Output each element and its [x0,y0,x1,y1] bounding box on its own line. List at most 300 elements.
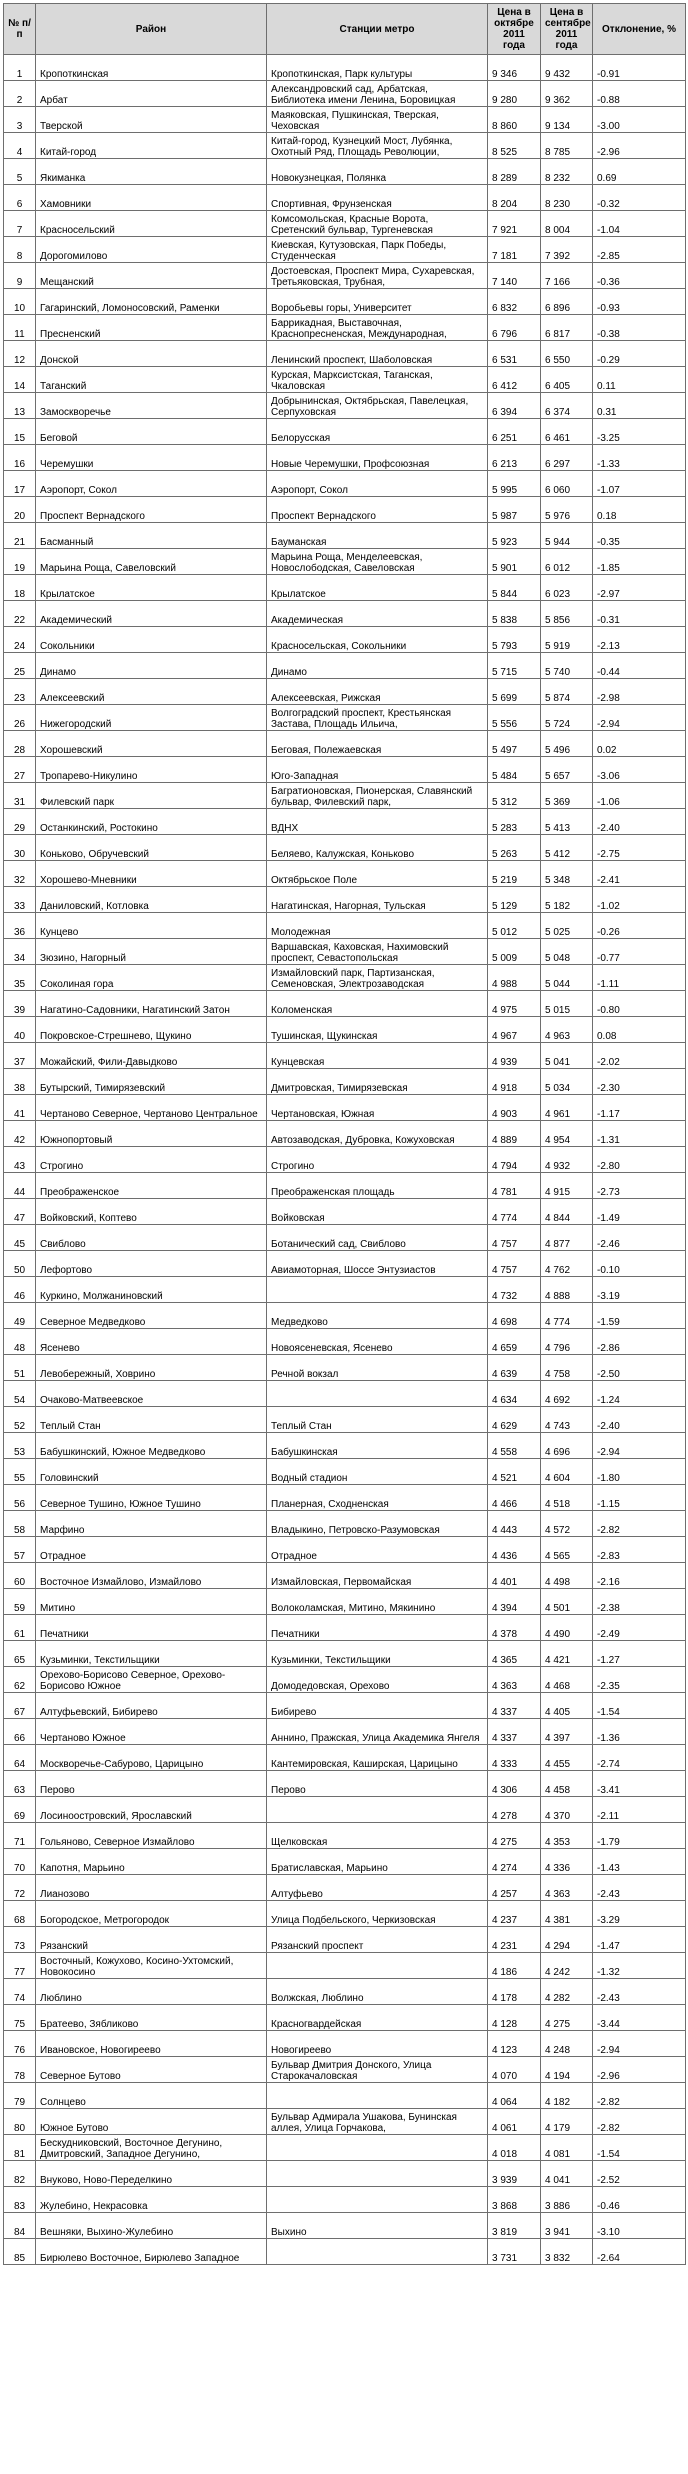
metro-cell: Щелковская [267,1823,488,1849]
table-row [4,315,686,341]
row-number-cell: 15 [4,419,36,445]
table-row [4,705,686,731]
district-cell: Нижегородский [36,705,267,731]
price-september-cell: 5 015 [541,991,593,1017]
price-september-cell: 8 785 [541,133,593,159]
table-row [4,1745,686,1771]
price-table [3,3,686,2265]
deviation-cell: -0.77 [593,939,686,965]
price-september-cell: 9 432 [541,55,593,81]
metro-cell: Красносельская, Сокольники [267,627,488,653]
price-october-cell: 5 838 [488,601,541,627]
price-september-cell: 4 762 [541,1251,593,1277]
price-october-cell: 4 918 [488,1069,541,1095]
price-october-cell: 5 715 [488,653,541,679]
district-cell: Кузьминки, Текстильщики [36,1641,267,1667]
deviation-cell: -2.40 [593,809,686,835]
district-cell: Академический [36,601,267,627]
district-cell: Хорошевский [36,731,267,757]
price-september-cell: 3 832 [541,2239,593,2265]
row-number-cell: 57 [4,1537,36,1563]
metro-cell: Алтуфьево [267,1875,488,1901]
table-row [4,2083,686,2109]
row-number-cell: 43 [4,1147,36,1173]
district-cell: Дорогомилово [36,237,267,263]
price-september-cell: 5 348 [541,861,593,887]
price-october-cell: 5 312 [488,783,541,809]
district-cell: Алтуфьевский, Бибирево [36,1693,267,1719]
price-october-cell: 4 018 [488,2135,541,2161]
deviation-cell: -0.91 [593,55,686,81]
price-september-cell: 7 392 [541,237,593,263]
deviation-cell: -1.54 [593,2135,686,2161]
metro-cell: Печатники [267,1615,488,1641]
district-cell: Левобережный, Ховрино [36,1355,267,1381]
row-number-cell: 7 [4,211,36,237]
price-september-cell: 6 461 [541,419,593,445]
price-october-cell: 4 128 [488,2005,541,2031]
price-september-cell: 5 369 [541,783,593,809]
table-row [4,1329,686,1355]
row-number-cell: 84 [4,2213,36,2239]
table-row [4,1043,686,1069]
row-number-cell: 72 [4,1875,36,1901]
price-october-cell: 8 204 [488,185,541,211]
deviation-cell: -2.40 [593,1407,686,1433]
row-number-cell: 23 [4,679,36,705]
row-number-cell: 32 [4,861,36,887]
price-october-cell: 5 283 [488,809,541,835]
district-cell: Чертаново Южное [36,1719,267,1745]
row-number-cell: 14 [4,367,36,393]
price-september-cell: 5 740 [541,653,593,679]
table-row [4,2005,686,2031]
row-number-cell: 49 [4,1303,36,1329]
district-cell: Гагаринский, Ломоносовский, Раменки [36,289,267,315]
price-october-cell: 4 337 [488,1693,541,1719]
table-row [4,1615,686,1641]
deviation-cell: -3.06 [593,757,686,783]
price-october-cell: 4 988 [488,965,541,991]
district-cell: Восточное Измайлово, Измайлово [36,1563,267,1589]
price-october-cell: 5 901 [488,549,541,575]
deviation-cell: -2.46 [593,1225,686,1251]
price-october-cell: 4 231 [488,1927,541,1953]
row-number-cell: 31 [4,783,36,809]
price-september-cell: 4 932 [541,1147,593,1173]
price-september-cell: 4 796 [541,1329,593,1355]
metro-cell: Войковская [267,1199,488,1225]
table-row [4,1953,686,1979]
metro-cell: Курская, Марксистская, Таганская, Чкаловская [267,367,488,393]
price-september-cell: 4 370 [541,1797,593,1823]
row-number-cell: 81 [4,2135,36,2161]
district-cell: Зюзино, Нагорный [36,939,267,965]
district-cell: Люблино [36,1979,267,2005]
price-october-cell: 6 213 [488,445,541,471]
price-september-cell: 4 961 [541,1095,593,1121]
metro-cell: Измайловский парк, Партизанская, Семеновская, Электрозаводская [267,965,488,991]
district-cell: Хорошево-Мневники [36,861,267,887]
district-cell: Проспект Вернадского [36,497,267,523]
row-number-cell: 54 [4,1381,36,1407]
metro-cell: Аэропорт, Сокол [267,471,488,497]
metro-cell: Нагатинская, Нагорная, Тульская [267,887,488,913]
district-cell: Лианозово [36,1875,267,1901]
deviation-cell: -1.32 [593,1953,686,1979]
row-number-cell: 2 [4,81,36,107]
row-number-cell: 9 [4,263,36,289]
metro-cell: Китай-город, Кузнецкий Мост, Лубянка, Охотный Ряд, Площадь Революции, [267,133,488,159]
table-row [4,601,686,627]
deviation-cell: -2.94 [593,705,686,731]
table-row [4,523,686,549]
price-september-cell: 4 518 [541,1485,593,1511]
district-cell: Пресненский [36,315,267,341]
price-october-cell: 8 289 [488,159,541,185]
row-number-cell: 44 [4,1173,36,1199]
deviation-cell: -3.41 [593,1771,686,1797]
table-row [4,1641,686,1667]
price-september-cell: 4 081 [541,2135,593,2161]
price-october-cell: 5 012 [488,913,541,939]
price-september-cell: 4 242 [541,1953,593,1979]
district-cell: Куркино, Молжаниновский [36,1277,267,1303]
price-october-cell: 4 757 [488,1225,541,1251]
metro-cell [267,2083,488,2109]
district-cell: Филевский парк [36,783,267,809]
price-september-cell: 4 179 [541,2109,593,2135]
table-row [4,861,686,887]
price-september-cell: 5 413 [541,809,593,835]
row-number-cell: 34 [4,939,36,965]
metro-cell [267,1797,488,1823]
table-row [4,887,686,913]
price-october-cell: 5 556 [488,705,541,731]
district-cell: Очаково-Матвеевское [36,1381,267,1407]
district-cell: Донской [36,341,267,367]
metro-cell: ВДНХ [267,809,488,835]
metro-cell: Ленинский проспект, Шаболовская [267,341,488,367]
row-number-cell: 19 [4,549,36,575]
deviation-cell: -2.80 [593,1147,686,1173]
table-row [4,1563,686,1589]
table-row [4,1147,686,1173]
row-number-cell: 58 [4,1511,36,1537]
price-september-cell: 4 468 [541,1667,593,1693]
price-october-cell: 3 731 [488,2239,541,2265]
price-september-cell: 4 498 [541,1563,593,1589]
district-cell: Китай-город [36,133,267,159]
district-cell: Даниловский, Котловка [36,887,267,913]
deviation-cell: -1.49 [593,1199,686,1225]
metro-cell: Отрадное [267,1537,488,1563]
row-number-cell: 71 [4,1823,36,1849]
price-september-cell: 4 501 [541,1589,593,1615]
district-cell: Братеево, Зябликово [36,2005,267,2031]
row-number-cell: 8 [4,237,36,263]
metro-cell [267,2187,488,2213]
row-number-cell: 29 [4,809,36,835]
price-october-cell: 4 394 [488,1589,541,1615]
row-number-cell: 46 [4,1277,36,1303]
price-september-cell: 3 941 [541,2213,593,2239]
table-row [4,211,686,237]
table-row [4,965,686,991]
row-number-cell: 77 [4,1953,36,1979]
metro-cell: Ботанический сад, Свиблово [267,1225,488,1251]
price-september-cell: 4 182 [541,2083,593,2109]
district-cell: Алексеевский [36,679,267,705]
metro-cell: Кунцевская [267,1043,488,1069]
metro-cell: Проспект Вернадского [267,497,488,523]
price-october-cell: 4 967 [488,1017,541,1043]
deviation-cell: -3.25 [593,419,686,445]
district-cell: Богородское, Метрогородок [36,1901,267,1927]
row-number-cell: 41 [4,1095,36,1121]
district-cell: Якиманка [36,159,267,185]
price-september-cell: 4 888 [541,1277,593,1303]
district-cell: Тверской [36,107,267,133]
deviation-cell: 0.08 [593,1017,686,1043]
table-row [4,2213,686,2239]
table-row [4,2031,686,2057]
table-row [4,1849,686,1875]
row-number-cell: 79 [4,2083,36,2109]
metro-cell [267,1381,488,1407]
table-row [4,445,686,471]
price-september-cell: 5 944 [541,523,593,549]
table-row [4,55,686,81]
price-october-cell: 5 219 [488,861,541,887]
table-row [4,2057,686,2083]
metro-cell: Крылатское [267,575,488,601]
deviation-cell: -1.33 [593,445,686,471]
row-number-cell: 75 [4,2005,36,2031]
district-cell: Печатники [36,1615,267,1641]
price-october-cell: 5 995 [488,471,541,497]
metro-cell: Преображенская площадь [267,1173,488,1199]
deviation-cell: -3.10 [593,2213,686,2239]
deviation-cell: -1.15 [593,1485,686,1511]
metro-cell: Рязанский проспект [267,1927,488,1953]
metro-cell: Комсомольская, Красные Ворота, Сретенский бульвар, Тургеневская [267,211,488,237]
row-number-cell: 36 [4,913,36,939]
price-october-cell: 6 394 [488,393,541,419]
header-price-september: Цена в сентябре 2011 года [541,4,593,55]
header-row-number: № п/п [4,4,36,55]
table-row [4,627,686,653]
deviation-cell: -1.11 [593,965,686,991]
row-number-cell: 26 [4,705,36,731]
district-cell: Таганский [36,367,267,393]
metro-cell: Тушинская, Щукинская [267,1017,488,1043]
district-cell: Внуково, Ново-Переделкино [36,2161,267,2187]
deviation-cell: -2.75 [593,835,686,861]
row-number-cell: 47 [4,1199,36,1225]
price-september-cell: 6 012 [541,549,593,575]
price-october-cell: 3 868 [488,2187,541,2213]
table-row [4,263,686,289]
deviation-cell: -1.43 [593,1849,686,1875]
table-row [4,1875,686,1901]
price-september-cell: 5 048 [541,939,593,965]
price-october-cell: 5 263 [488,835,541,861]
table-body [4,55,686,2265]
deviation-cell: -1.31 [593,1121,686,1147]
price-october-cell: 4 257 [488,1875,541,1901]
deviation-cell: -2.16 [593,1563,686,1589]
table-row [4,575,686,601]
metro-cell: Октябрьское Поле [267,861,488,887]
price-october-cell: 4 903 [488,1095,541,1121]
metro-cell: Новогиреево [267,2031,488,2057]
price-september-cell: 4 363 [541,1875,593,1901]
row-number-cell: 67 [4,1693,36,1719]
row-number-cell: 6 [4,185,36,211]
deviation-cell: -2.85 [593,237,686,263]
deviation-cell: -2.97 [593,575,686,601]
row-number-cell: 3 [4,107,36,133]
row-number-cell: 48 [4,1329,36,1355]
metro-cell: Выхино [267,2213,488,2239]
district-cell: Головинский [36,1459,267,1485]
deviation-cell: -2.13 [593,627,686,653]
table-row [4,1901,686,1927]
district-cell: Бескудниковский, Восточное Дегунино, Дмитровский, Западное Дегунино, [36,2135,267,2161]
row-number-cell: 53 [4,1433,36,1459]
deviation-cell: -0.32 [593,185,686,211]
price-october-cell: 4 698 [488,1303,541,1329]
table-row [4,1693,686,1719]
district-cell: Покровское-Стрешнево, Щукино [36,1017,267,1043]
deviation-cell: -2.94 [593,1433,686,1459]
table-row [4,1459,686,1485]
price-october-cell: 6 832 [488,289,541,315]
price-october-cell: 4 558 [488,1433,541,1459]
district-cell: Соколиная гора [36,965,267,991]
price-september-cell: 5 724 [541,705,593,731]
deviation-cell: -1.07 [593,471,686,497]
deviation-cell: -2.41 [593,861,686,887]
row-number-cell: 17 [4,471,36,497]
price-september-cell: 5 496 [541,731,593,757]
table-row [4,185,686,211]
table-row [4,1069,686,1095]
price-september-cell: 6 817 [541,315,593,341]
price-september-cell: 4 397 [541,1719,593,1745]
district-cell: Крылатское [36,575,267,601]
row-number-cell: 80 [4,2109,36,2135]
row-number-cell: 40 [4,1017,36,1043]
price-september-cell: 4 572 [541,1511,593,1537]
row-number-cell: 70 [4,1849,36,1875]
metro-cell: Спортивная, Фрунзенская [267,185,488,211]
row-number-cell: 13 [4,393,36,419]
price-october-cell: 4 521 [488,1459,541,1485]
district-cell: Марьина Роща, Савеловский [36,549,267,575]
metro-cell: Новоясеневская, Ясенево [267,1329,488,1355]
table-row [4,471,686,497]
metro-cell [267,2161,488,2187]
price-october-cell: 6 251 [488,419,541,445]
district-cell: Бабушкинский, Южное Медведково [36,1433,267,1459]
metro-cell: Маяковская, Пушкинская, Тверская, Чеховская [267,107,488,133]
header-deviation: Отклонение, % [593,4,686,55]
price-september-cell: 8 004 [541,211,593,237]
row-number-cell: 69 [4,1797,36,1823]
price-october-cell: 6 531 [488,341,541,367]
deviation-cell: 0.18 [593,497,686,523]
table-row [4,497,686,523]
deviation-cell: -1.80 [593,1459,686,1485]
price-october-cell: 4 659 [488,1329,541,1355]
price-october-cell: 6 412 [488,367,541,393]
deviation-cell: -2.64 [593,2239,686,2265]
price-october-cell: 4 275 [488,1823,541,1849]
metro-cell: Автозаводская, Дубровка, Кожуховская [267,1121,488,1147]
price-october-cell: 6 796 [488,315,541,341]
district-cell: Отрадное [36,1537,267,1563]
price-september-cell: 4 194 [541,2057,593,2083]
deviation-cell: -1.54 [593,1693,686,1719]
table-row [4,1407,686,1433]
table-row [4,1225,686,1251]
row-number-cell: 11 [4,315,36,341]
district-cell: Северное Бутово [36,2057,267,2083]
price-september-cell: 4 455 [541,1745,593,1771]
district-cell: Аэропорт, Сокол [36,471,267,497]
deviation-cell: -1.24 [593,1381,686,1407]
table-row [4,367,686,393]
deviation-cell: 0.31 [593,393,686,419]
district-cell: Бутырский, Тимирязевский [36,1069,267,1095]
price-october-cell: 3 819 [488,2213,541,2239]
metro-cell: Беговая, Полежаевская [267,731,488,757]
deviation-cell: -0.38 [593,315,686,341]
price-september-cell: 4 275 [541,2005,593,2031]
table-row [4,1979,686,2005]
row-number-cell: 56 [4,1485,36,1511]
price-september-cell: 4 458 [541,1771,593,1797]
price-september-cell: 4 353 [541,1823,593,1849]
price-september-cell: 9 362 [541,81,593,107]
row-number-cell: 37 [4,1043,36,1069]
metro-cell: Достоевская, Проспект Мира, Сухаревская, Третьяковская, Трубная, [267,263,488,289]
price-september-cell: 8 232 [541,159,593,185]
price-october-cell: 4 365 [488,1641,541,1667]
row-number-cell: 50 [4,1251,36,1277]
table-row [4,835,686,861]
table-row [4,1355,686,1381]
deviation-cell: -2.73 [593,1173,686,1199]
price-october-cell: 4 178 [488,1979,541,2005]
row-number-cell: 21 [4,523,36,549]
metro-cell: Динамо [267,653,488,679]
price-october-cell: 4 629 [488,1407,541,1433]
price-october-cell: 4 443 [488,1511,541,1537]
table-row [4,731,686,757]
deviation-cell: -2.11 [593,1797,686,1823]
row-number-cell: 27 [4,757,36,783]
price-october-cell: 4 774 [488,1199,541,1225]
deviation-cell: -0.46 [593,2187,686,2213]
table-row [4,1251,686,1277]
price-october-cell: 4 634 [488,1381,541,1407]
price-october-cell: 4 794 [488,1147,541,1173]
price-october-cell: 4 732 [488,1277,541,1303]
deviation-cell: -2.43 [593,1875,686,1901]
